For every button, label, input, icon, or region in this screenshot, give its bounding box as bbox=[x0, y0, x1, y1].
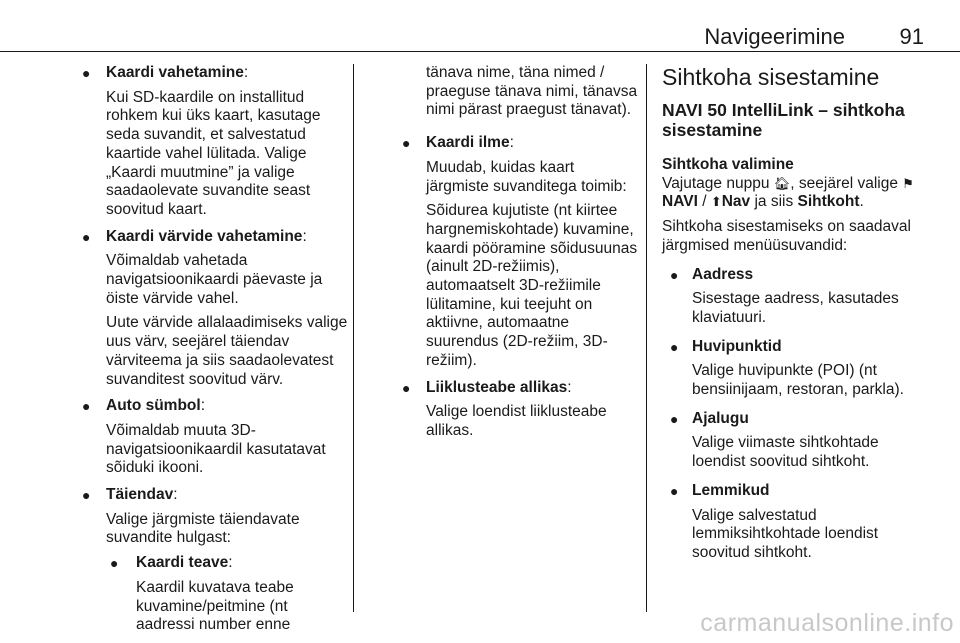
section-title: Sihtkoha sisestamine bbox=[662, 64, 880, 90]
list-item-lemmikud: ● Lemmikud Valige salvestatud lemmiksihtkohtade loendist soovitud sihtkoht. bbox=[670, 481, 879, 561]
intro-text: Sihtkoha sisestamiseks on saadaval järgmised menüüsuvandid: bbox=[662, 218, 911, 254]
subsection-title: NAVI 50 IntelliLink – sihtkoha sisestamine bbox=[662, 100, 905, 140]
list-item-ajalugu: ● Ajalugu Valige viimaste sihtkohtade loendist soovitud sihtkoht. bbox=[670, 409, 879, 471]
flag-icon: ⚑ bbox=[902, 175, 914, 191]
list-item-kaardi-ilme: ● Kaardi ilme: Muudab, kuidas kaart järgmiste suvanditega toimib: Sõidurea kujutiste (nt kiirtee hargnemiskohtade) kuvamine, kaardi pööramine sõidusuunas (ainult 2D-režiimis), automaatselt 3D-režiimile lülitamine, kui teejuht on aktiivne, automaatne suurendus (2D-režiim, 3D-režiim). bbox=[402, 134, 638, 369]
list-item-liiklusteabe-allikas: ● Liiklusteabe allikas: Valige loendist liiklusteabe allikas. bbox=[402, 378, 607, 439]
bullet-icon: ● bbox=[670, 266, 679, 283]
continued-text: tänava nime, täna nimed / praeguse tänava nimi, tänavsa nimi pärast praegust tänavat). bbox=[426, 64, 638, 119]
up-arrow-icon: ⬆ bbox=[710, 194, 722, 210]
column-divider-2 bbox=[646, 64, 647, 612]
home-icon: 🏠︎ bbox=[773, 175, 791, 191]
page-header bbox=[0, 0, 960, 52]
column-3 bbox=[662, 64, 932, 573]
list-item-huvipunktid: ● Huvipunktid Valige huvipunkte (POI) (nt bensiinijaam, restoran, parkla). bbox=[670, 337, 904, 399]
bullet-icon: ● bbox=[402, 135, 411, 152]
bullet-icon: ● bbox=[110, 555, 119, 572]
list-item-taiendav: ● Täiendav: Valige järgmiste täiendavate suvandite hulgast: ● Kaardi teave: Kaardil kuvatava teabe kuvamine/peitmine (nt aadressi number enne bbox=[82, 486, 350, 635]
bullet-icon: ● bbox=[82, 398, 91, 415]
header-divider bbox=[0, 51, 960, 52]
list-item-kaardi-vahetamine: ● Kaardi vahetamine: Kui SD-kaardile on installitud rohkem kui üks kaart, kasutage seda suvandit, et salvestatud kaartide vahel lülitada. Valige „Kaardi muutmine” ja valige saadaolevate suvandite seast soovitud kaart. bbox=[82, 64, 321, 218]
column-1 bbox=[82, 64, 350, 643]
list-item-auto-symbol: ● Auto sümbol: Võimaldab muuta 3D-navigatsioonikaardil kasutatavat sõiduki ikooni. bbox=[82, 397, 326, 477]
list-item-aadress: ● Aadress Sisestage aadress, kasutades klaviatuuri. bbox=[670, 265, 899, 326]
page-number: 91 bbox=[899, 24, 924, 49]
bullet-icon: ● bbox=[670, 482, 679, 499]
list-item-kaardi-varvide-vahetamine: ● Kaardi värvide vahetamine: Võimaldab vahetada navigatsioonikaardi päevaste ja öiste värvide vahel. Uute värvide allalaadimiseks valige uus värv, seejärel täiendav värviteema ja siis saadaolevatest suvanditest soovitud värv. bbox=[82, 227, 348, 388]
subsection-heading: Sihtkoha valimine bbox=[662, 156, 794, 173]
bullet-icon: ● bbox=[670, 410, 679, 427]
bullet-icon: ● bbox=[82, 487, 91, 504]
chapter-title: Navigeerimine bbox=[704, 24, 845, 49]
bullet-icon: ● bbox=[82, 228, 91, 245]
bullet-icon: ● bbox=[402, 379, 411, 396]
bullet-icon: ● bbox=[82, 65, 91, 81]
watermark: carmanualsonline.info bbox=[700, 609, 954, 637]
bullet-icon: ● bbox=[670, 338, 679, 355]
instruction-text: Vajutage nuppu 🏠︎, seejärel valige ⚑NAVI / ⬆Nav ja siis Sihtkoht. bbox=[662, 174, 914, 211]
column-divider-1 bbox=[353, 64, 354, 612]
column-2 bbox=[372, 64, 638, 449]
list-item-kaardi-teave: ● Kaardi teave: Kaardil kuvatava teabe kuvamine/peitmine (nt aadressi number enne bbox=[110, 554, 294, 634]
